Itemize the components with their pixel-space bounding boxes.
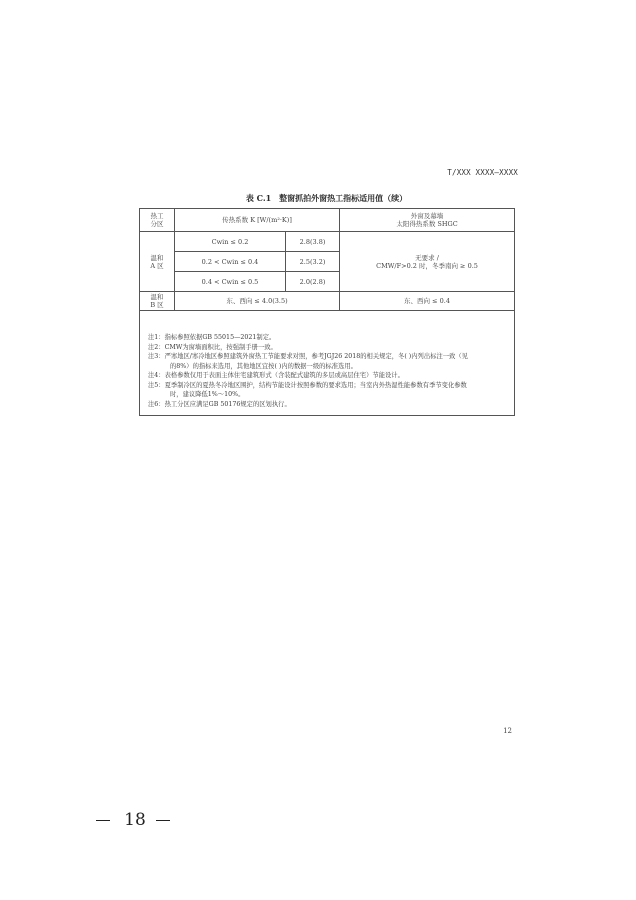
zone-a-shgc-line1: 无要求 / bbox=[415, 253, 439, 262]
k-value: 2.5(3.2) bbox=[286, 252, 340, 272]
note-line: 时，建议降低1%～10%。 bbox=[170, 391, 245, 398]
header-shgc-cell bbox=[340, 209, 515, 232]
header-zone-cell bbox=[140, 209, 175, 232]
table-title: 表 C.1 整窗抓拍外窗热工指标适用值（续） bbox=[245, 193, 408, 203]
note-line: 注6：热工分区应满足GB 50176规定的区划执行。 bbox=[148, 400, 291, 408]
table-notes-cell bbox=[140, 311, 515, 416]
window-ratio-condition: 0.4 < Cwin ≤ 0.5 bbox=[175, 272, 286, 292]
zone-b-label-line1: 温和 bbox=[150, 293, 164, 301]
header-zone-label-line2: 分区 bbox=[150, 220, 164, 228]
outer-page-number-block bbox=[96, 810, 176, 830]
zone-a-shgc-line2: CMW/F>0.2 时，冬季南向 ≥ 0.5 bbox=[376, 261, 478, 270]
k-value: 2.0(2.8) bbox=[286, 272, 340, 292]
zone-a-label-line1: 温和 bbox=[150, 253, 164, 262]
header-zone-label-line1: 热工 bbox=[150, 212, 164, 220]
zone-b-shgc-value: 东、西向 ≤ 0.4 bbox=[340, 292, 515, 311]
note-line: 注4：表格参数仅用于表面主体住宅建筑形式（含装配式建筑的多层或高层住宅）节能设计。 bbox=[148, 372, 404, 379]
note-line: 的8%）的指标来选用，其他地区宜按( )内的数据一级的标准选用。 bbox=[170, 362, 357, 370]
k-value: 2.8(3.8) bbox=[286, 232, 340, 252]
zone-a-label-line2: A 区 bbox=[150, 261, 164, 270]
table-row bbox=[140, 232, 515, 252]
zone-a-shgc-cell bbox=[340, 232, 515, 292]
page-number-dash-right bbox=[156, 820, 170, 821]
zone-a-cell bbox=[140, 232, 175, 292]
note-line: 注1：指标参照依据GB 55015—2021制定。 bbox=[148, 334, 276, 341]
note-line: 注3：严寒地区/寒冷地区参照建筑外窗热工节能要求对照，参考JGJ26 2018的相关规定，冬( )内列出标注一致（见 bbox=[148, 353, 468, 360]
table-notes-row bbox=[140, 311, 515, 416]
standard-code: T/XXX XXXX—XXXX bbox=[447, 168, 518, 177]
header-k-cell bbox=[175, 209, 340, 232]
zone-b-label-line2: B 区 bbox=[150, 301, 164, 309]
note-line: 注5：夏季制冷区的夏热冬冷地区围护，结构节能设计按照参数的要求选用；当室内外热湿性能参数有季节变化参数 bbox=[148, 381, 467, 389]
table-header-row bbox=[140, 209, 515, 232]
inner-page-number: 12 bbox=[503, 727, 512, 735]
zone-b-k-value: 东、西向 ≤ 4.0(3.5) bbox=[175, 292, 340, 311]
header-k-label: 传热系数 K [W/(m²·K)] bbox=[222, 216, 292, 224]
header-shgc-label-line2: 太阳得热系数 SHGC bbox=[396, 220, 458, 228]
header-shgc-label-line1: 外窗及幕墙 bbox=[410, 212, 444, 220]
page-number-dash-left bbox=[96, 820, 110, 821]
outer-page-number: 18 bbox=[124, 810, 146, 830]
window-ratio-condition: Cwin ≤ 0.2 bbox=[175, 232, 286, 252]
zone-b-cell bbox=[140, 292, 175, 311]
note-line: 注2：CMW为窗墙面积比，按强制手册一致。 bbox=[148, 343, 277, 351]
thermal-index-table bbox=[139, 208, 515, 416]
window-ratio-condition: 0.2 < Cwin ≤ 0.4 bbox=[175, 252, 286, 272]
table-row bbox=[140, 292, 515, 311]
